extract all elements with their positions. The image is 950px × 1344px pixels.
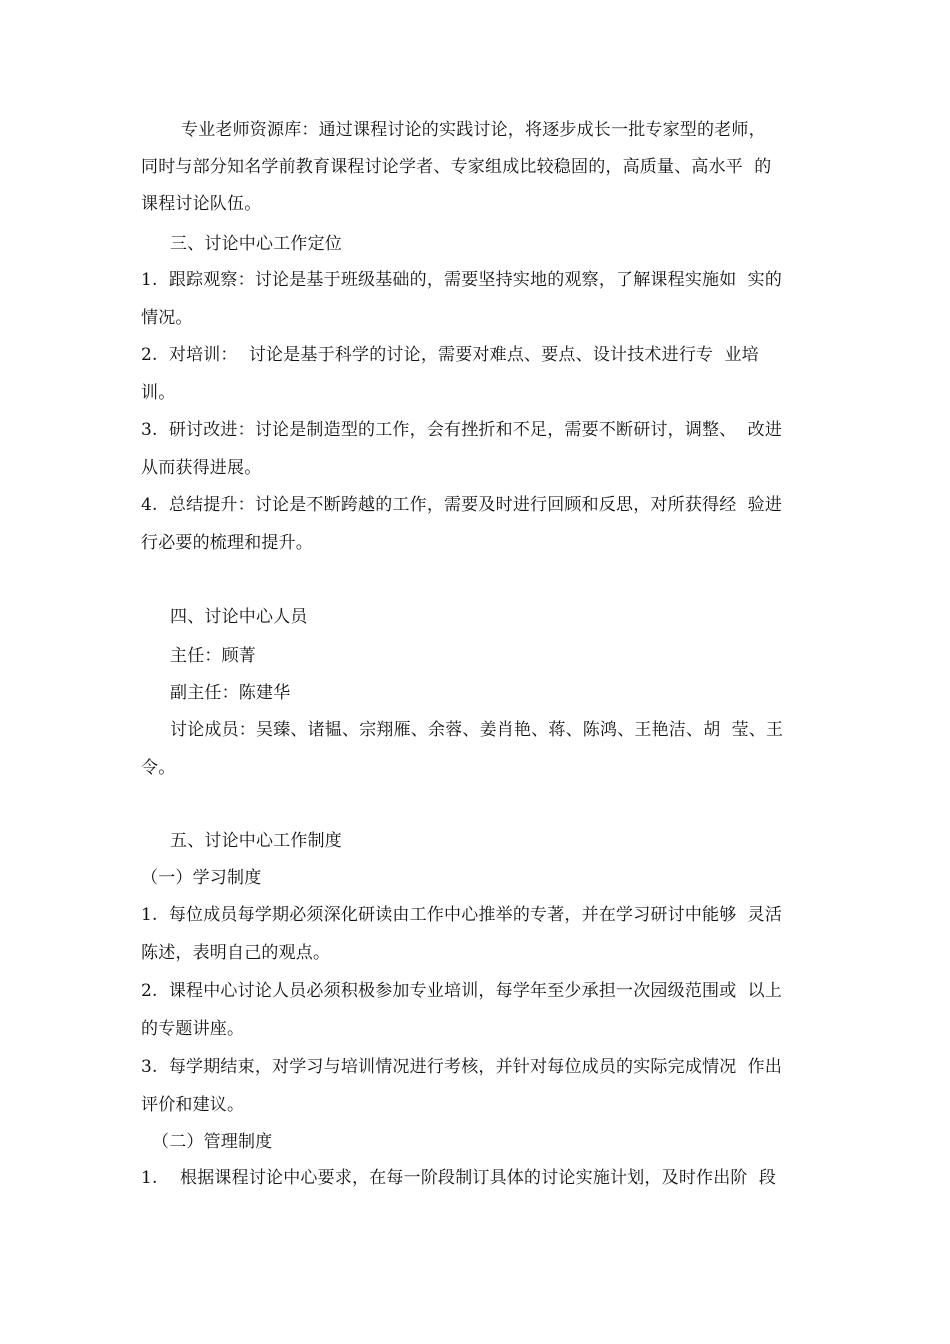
- list-item-line: 训。: [141, 383, 176, 403]
- paragraph-line: 令。: [141, 758, 176, 778]
- list-item-line: 1. 每位成员每学期必须深化研读由工作中心推举的专著，并在学习研讨中能够 灵活: [141, 905, 783, 925]
- paragraph-line: 同时与部分知名学前教育课程讨论学者、专家组成比较稳固的，高质量、高水平 的: [141, 157, 772, 177]
- paragraph-line: 副主任：陈建华: [170, 683, 291, 703]
- list-item-line: 从而获得进展。: [141, 458, 262, 478]
- section-heading: 五、讨论中心工作制度: [170, 831, 342, 851]
- list-item-line: 行必要的梳理和提升。: [141, 533, 313, 553]
- list-item-line: 2. 对培训： 讨论是基于科学的讨论，需要对难点、要点、设计技术进行专 业培: [141, 345, 759, 365]
- list-item-line: 1. 跟踪观察：讨论是基于班级基础的，需要坚持实地的观察，了解课程实施如 实的: [141, 270, 783, 290]
- list-item-line: 的专题讲座。: [141, 1019, 245, 1039]
- list-item-line: 4. 总结提升：讨论是不断跨越的工作，需要及时进行回顾和反思，对所获得经 验进: [141, 495, 783, 515]
- paragraph-line: 讨论成员：吴臻、诸韫、宗翔雁、余蓉、姜肖艳、蒋、陈鸿、王艳洁、胡 莹、王: [170, 720, 784, 740]
- paragraph-line: 主任：顾菁: [170, 646, 256, 666]
- list-item-line: 3. 研讨改进：讨论是制造型的工作，会有挫折和不足，需要不断研讨，调整、 改进: [141, 420, 783, 440]
- subsection-heading: （一）学习制度: [141, 868, 262, 888]
- list-item-line: 评价和建议。: [141, 1095, 245, 1115]
- paragraph-line: 课程讨论队伍。: [141, 194, 262, 214]
- list-item-line: 3. 每学期结束，对学习与培训情况进行考核，并针对每位成员的实际完成情况 作出: [141, 1057, 783, 1077]
- paragraph-line: 专业老师资源库：通过课程讨论的实践讨论，将逐步成长一批专家型的老师，: [181, 120, 766, 140]
- subsection-heading: （二）管理制度: [152, 1132, 273, 1152]
- section-heading: 四、讨论中心人员: [170, 607, 308, 627]
- list-item-line: 情况。: [141, 308, 193, 328]
- list-item-line: 1. 根据课程讨论中心要求，在每一阶段制订具体的讨论实施计划，及时作出阶 段: [141, 1168, 777, 1188]
- section-heading: 三、讨论中心工作定位: [170, 234, 342, 254]
- list-item-line: 2. 课程中心讨论人员必须积极参加专业培训，每学年至少承担一次园级范围或 以上: [141, 981, 783, 1001]
- list-item-line: 陈述，表明自己的观点。: [141, 943, 331, 963]
